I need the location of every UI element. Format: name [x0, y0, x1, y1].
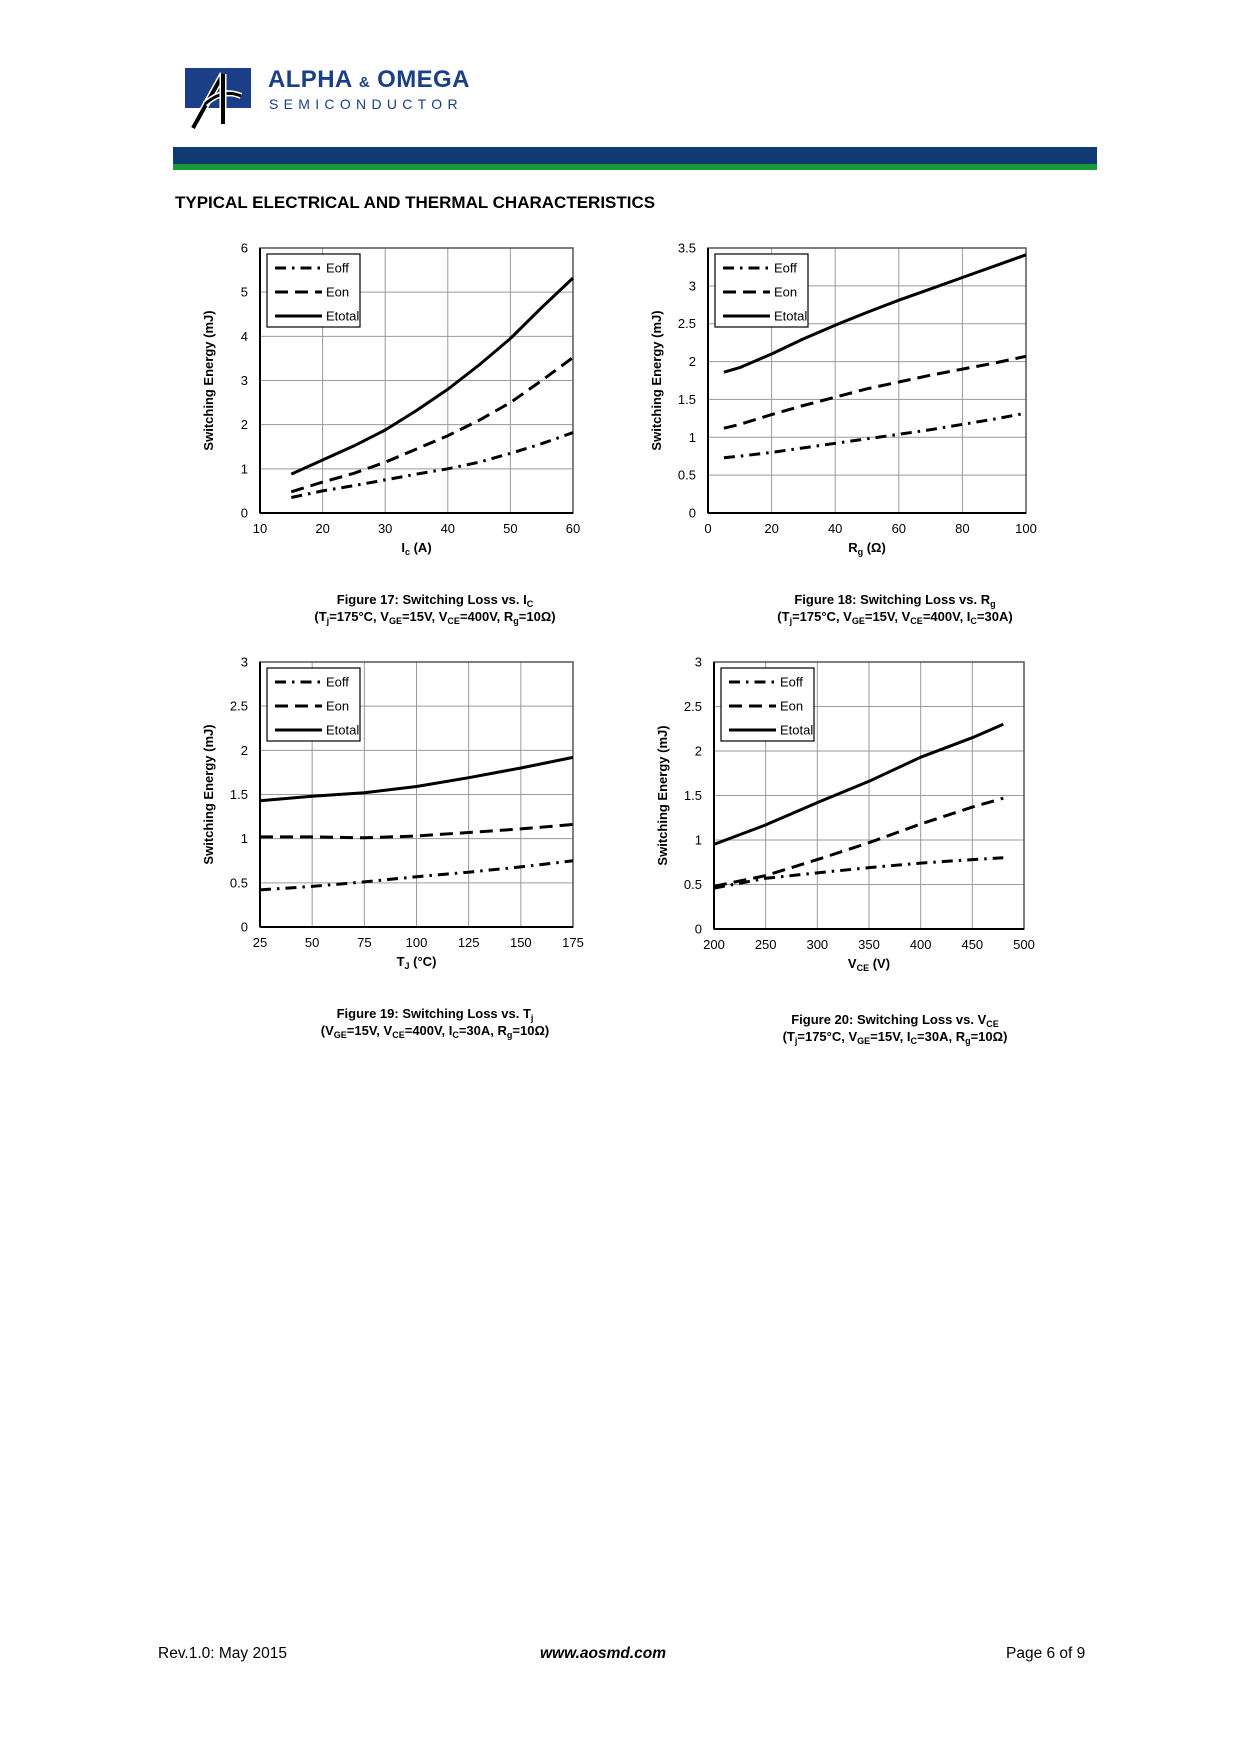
header-band-green — [173, 164, 1097, 170]
y-tick-label: 2 — [688, 354, 696, 370]
alpha-omega-logo-icon — [183, 66, 255, 132]
x-tick-label: 300 — [806, 937, 829, 952]
legend-label-etotal: Etotal — [326, 722, 360, 738]
y-tick-label: 3 — [694, 654, 702, 670]
company-logo — [183, 66, 483, 132]
series-line-eon — [724, 356, 1026, 428]
y-tick-label: 2.5 — [683, 699, 702, 714]
figure-18-chart — [640, 238, 1090, 598]
x-tick-label: 100 — [1015, 521, 1037, 536]
section-title: TYPICAL ELECTRICAL AND THERMAL CHARACTERISTICS — [175, 193, 656, 212]
y-tick-label: 1 — [240, 461, 248, 477]
x-tick-label: 100 — [405, 935, 428, 950]
x-tick-label: 80 — [955, 521, 970, 536]
x-axis-label: $T_J$ (°C) — [396, 954, 437, 971]
figure-17-caption: Figure 17: Switching Loss vs. $I_C$ ($T_j=175^\circ C$, $V_{GE}=15V$, $V_{CE}=400V$, $R_g=10\Omega$) — [314, 592, 556, 626]
legend-label-eoff: Eoff — [780, 674, 803, 690]
series-line-eoff — [714, 858, 1003, 888]
y-tick-label: 1 — [240, 831, 248, 847]
x-tick-label: 0 — [704, 521, 712, 536]
footer-revision: Rev.1.0: May 2015 — [158, 1645, 287, 1662]
y-axis-label: Switching Energy (mJ) — [655, 725, 670, 866]
y-tick-label: 3 — [240, 373, 248, 388]
x-tick-label: 125 — [457, 935, 480, 950]
y-axis-label: Switching Energy (mJ) — [201, 724, 216, 865]
footer-page-number: Page 6 of 9 — [1006, 1645, 1086, 1662]
x-axis-label: $R_g$ (Ω) — [848, 540, 886, 557]
footer-website-link[interactable]: www.aosmd.com — [540, 1645, 667, 1662]
x-tick-label: 10 — [252, 521, 268, 536]
figure-19-caption: Figure 19: Switching Loss vs. $T_j$ ($V_{GE}=15V$, $V_{CE}=400V$, $I_C=30A$, $R_g=10\Omega$) — [320, 1006, 550, 1040]
x-tick-label: 20 — [764, 521, 779, 536]
y-tick-label: 4 — [240, 328, 248, 344]
series-line-etotal — [714, 724, 1003, 844]
x-tick-label: 250 — [754, 937, 777, 952]
legend-label-eoff: Eoff — [326, 260, 349, 276]
y-axis-label: Switching Energy (mJ) — [201, 310, 216, 451]
x-tick-label: 175 — [562, 935, 584, 950]
x-tick-label: 50 — [503, 521, 518, 536]
x-tick-label: 350 — [858, 937, 880, 952]
x-tick-label: 150 — [509, 935, 532, 950]
y-tick-label: 2.5 — [677, 316, 696, 332]
figure-20-chart — [644, 652, 1094, 1017]
y-tick-label: 2 — [240, 417, 248, 433]
y-tick-label: 2.5 — [229, 698, 248, 714]
x-tick-label: 60 — [565, 521, 581, 536]
y-tick-label: 0.5 — [229, 875, 248, 891]
legend-label-eoff: Eoff — [774, 260, 797, 276]
x-tick-label: 400 — [909, 937, 932, 952]
y-tick-label: 1.5 — [229, 787, 248, 802]
legend-label-eon: Eon — [774, 284, 798, 300]
figure-17-plot — [190, 238, 630, 598]
x-tick-label: 450 — [961, 937, 984, 952]
y-axis-label: Switching Energy (mJ) — [649, 310, 664, 451]
y-tick-label: 1.5 — [677, 391, 696, 407]
x-tick-label: 500 — [1013, 937, 1035, 952]
figure-18-plot — [640, 238, 1090, 598]
x-tick-label: 75 — [357, 935, 372, 950]
y-tick-label: 5 — [240, 284, 248, 300]
y-tick-label: 3 — [240, 654, 248, 670]
y-tick-label: 3.5 — [677, 240, 696, 256]
x-tick-label: 60 — [891, 521, 907, 536]
y-tick-label: 0 — [694, 921, 702, 937]
legend-label-etotal: Etotal — [774, 308, 808, 324]
figure-20-plot — [644, 652, 1094, 1017]
company-name: ALPHA & OMEGA — [268, 66, 470, 93]
legend-label-eon: Eon — [326, 284, 350, 300]
y-tick-label: 0 — [240, 919, 248, 935]
y-tick-label: 0.5 — [677, 467, 696, 483]
y-tick-label: 3 — [688, 278, 696, 294]
x-tick-label: 30 — [377, 521, 393, 536]
y-tick-label: 1.5 — [683, 788, 702, 803]
x-tick-label: 40 — [440, 521, 456, 536]
y-tick-label: 2 — [694, 743, 702, 759]
y-tick-label: 1 — [694, 832, 702, 848]
company-subtitle: SEMICONDUCTOR — [269, 96, 463, 112]
figure-18-caption: Figure 18: Switching Loss vs. $R_g$ ($T_j=175^\circ C$, $V_{GE}=15V$, $V_{CE}=400V$, $I_C=30A$) — [777, 592, 1013, 626]
legend-label-etotal: Etotal — [326, 308, 360, 324]
legend-label-eon: Eon — [326, 698, 350, 714]
y-tick-label: 6 — [240, 240, 248, 256]
y-tick-label: 0.5 — [683, 877, 702, 892]
figure-19-plot — [190, 652, 630, 1012]
y-tick-label: 0 — [240, 505, 248, 521]
x-axis-label: $V_{CE}$ (V) — [847, 956, 891, 973]
series-line-eon — [714, 798, 1003, 886]
legend-label-etotal: Etotal — [780, 722, 814, 738]
x-tick-label: 25 — [252, 935, 268, 950]
x-tick-label: 50 — [304, 935, 320, 950]
figure-17-chart — [190, 238, 630, 598]
x-tick-label: 40 — [827, 521, 843, 536]
legend-label-eoff: Eoff — [326, 674, 349, 690]
x-tick-label: 200 — [703, 937, 725, 952]
figure-20-caption: Figure 20: Switching Loss vs. $V_{CE}$ ($T_j=175^\circ C$, $V_{GE}=15V$, $I_C=30A$, $R_g=10\Omega$) — [782, 1012, 1008, 1046]
x-axis-label: $I_c$ (A) — [401, 540, 432, 557]
figure-19-chart — [190, 652, 630, 1012]
y-tick-label: 1 — [688, 429, 696, 445]
y-tick-label: 0 — [688, 505, 696, 521]
legend-label-eon: Eon — [780, 698, 804, 714]
series-line-eoff — [724, 413, 1026, 458]
header-band-blue — [173, 147, 1097, 164]
y-tick-label: 2 — [240, 742, 248, 758]
x-tick-label: 20 — [315, 521, 330, 536]
